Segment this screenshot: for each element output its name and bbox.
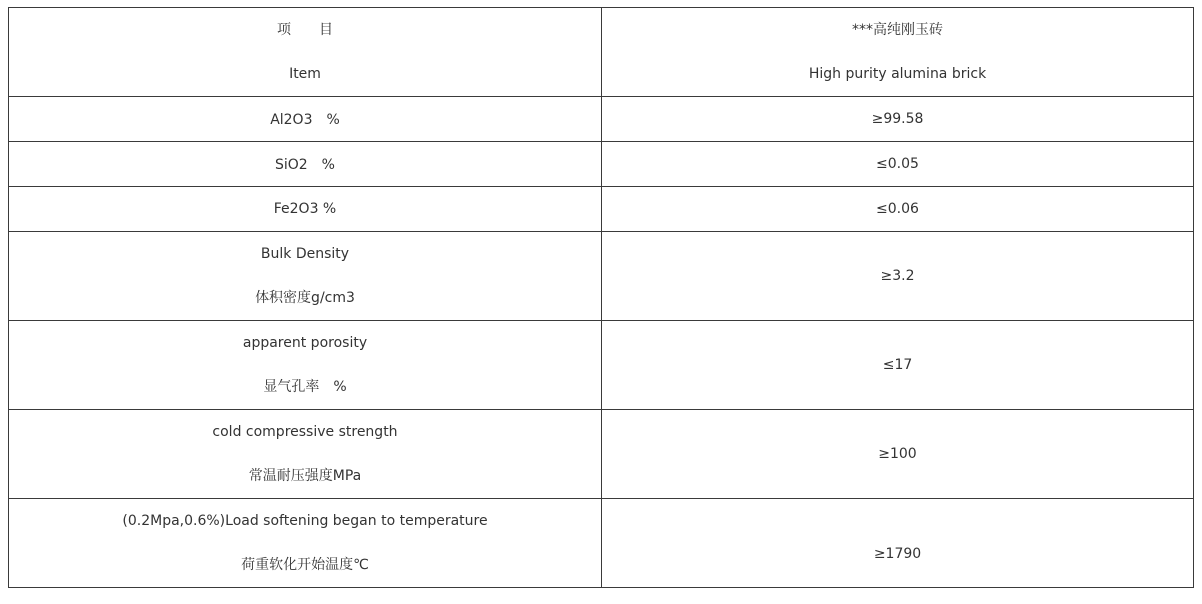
table-header-row	[9, 8, 1194, 97]
property-label-en: (0.2Mpa,0.6%)Load softening began to temperature	[122, 513, 488, 529]
property-label-cell	[9, 410, 602, 499]
property-label-cell	[9, 321, 602, 410]
property-label-zh: 体积密度g/cm3	[255, 290, 355, 306]
property-value-cell	[602, 499, 1194, 588]
header-item-zh: 项 目	[277, 22, 333, 38]
table-row	[9, 142, 1194, 187]
property-value: ≤0.05	[602, 142, 1194, 187]
property-label-zh: 荷重软化开始温度℃	[241, 557, 369, 573]
table-row	[9, 499, 1194, 588]
header-item-en: Item	[289, 66, 321, 82]
property-label-en: apparent porosity	[242, 335, 368, 351]
property-value: ≥3.2	[602, 232, 1194, 321]
property-label: SiO2 %	[9, 142, 602, 187]
property-value: ≥99.58	[602, 97, 1194, 142]
header-product-cell	[602, 8, 1194, 97]
header-product-zh: ***高纯刚玉砖	[852, 22, 943, 38]
property-label-cell	[9, 499, 602, 588]
header-item-cell	[9, 8, 602, 97]
property-label-en: cold compressive strength	[212, 424, 398, 440]
property-label: Al2O3 %	[9, 97, 602, 142]
property-value: ≥1790	[873, 545, 922, 562]
table-row	[9, 97, 1194, 142]
property-value: ≤0.06	[602, 187, 1194, 232]
table-row	[9, 187, 1194, 232]
property-label: Fe2O3 %	[9, 187, 602, 232]
header-product-en: High purity alumina brick	[808, 66, 987, 82]
property-label-cell	[9, 232, 602, 321]
property-value: ≤17	[602, 321, 1194, 410]
property-value: ≥100	[602, 410, 1194, 499]
table-row	[9, 232, 1194, 321]
table-row	[9, 321, 1194, 410]
table-row	[9, 410, 1194, 499]
property-label-en: Bulk Density	[260, 246, 350, 262]
properties-table	[8, 7, 1194, 588]
property-label-zh: 常温耐压强度MPa	[248, 468, 362, 484]
property-label-zh: 显气孔率 %	[263, 379, 347, 395]
